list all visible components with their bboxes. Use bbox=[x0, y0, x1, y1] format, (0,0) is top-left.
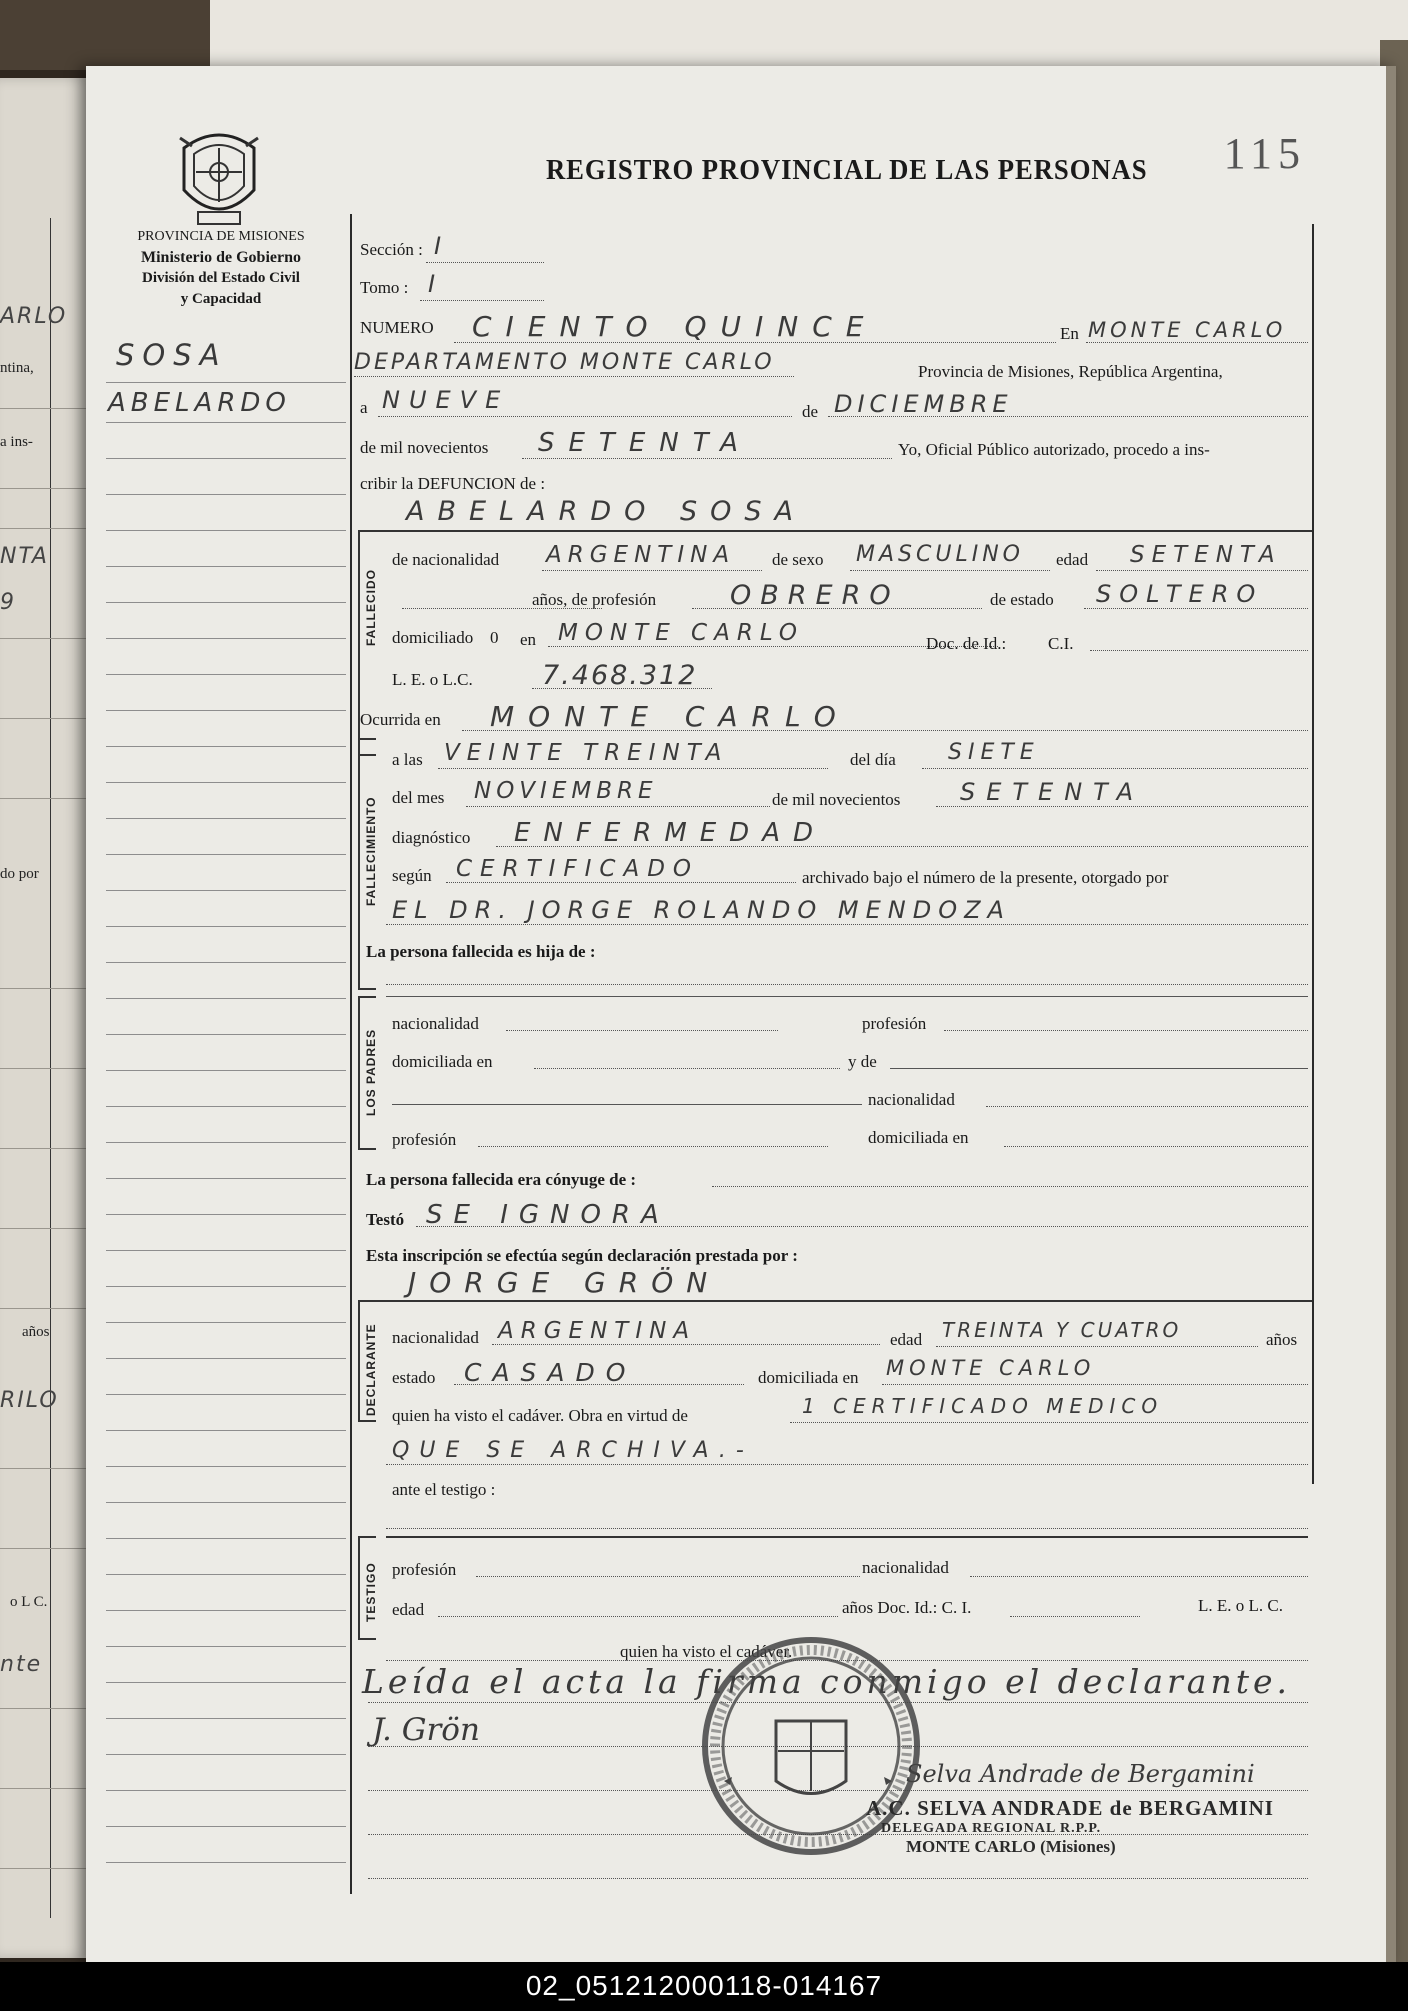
anio-value-fallecimiento: SETENTA bbox=[960, 778, 1145, 806]
left-page-fragment: nte bbox=[0, 1652, 43, 1677]
estado-value: SOLTERO bbox=[1096, 580, 1264, 608]
padres-y-de-label: y de bbox=[848, 1052, 877, 1071]
testo-value: SE IGNORA bbox=[426, 1200, 670, 1230]
seccion-value: I bbox=[434, 232, 451, 260]
domiciliado-en-label: en bbox=[520, 630, 537, 649]
padres-domiciliada2-label: domiciliada en bbox=[868, 1128, 969, 1147]
numero-label: NUMERO bbox=[360, 318, 434, 337]
office-division: División del Estado Civil bbox=[142, 270, 300, 286]
margin-given-name: ABELARDO bbox=[108, 388, 291, 418]
declarante-domicilio-value: MONTE CARLO bbox=[886, 1356, 1096, 1380]
background-underlying-page bbox=[210, 0, 1408, 70]
tomo-label: Tomo : bbox=[360, 278, 409, 297]
sexo-value: MASCULINO bbox=[856, 542, 1024, 567]
inscribir-text: cribir la DEFUNCION de : bbox=[360, 474, 546, 493]
diagnostico-value: ENFERMEDAD bbox=[514, 818, 827, 848]
stamp-name-line: A.C. SELVA ANDRADE de BERGAMINI bbox=[866, 1796, 1274, 1820]
cadaver-label: quien ha visto el cadáver. Obra en virtud de bbox=[392, 1406, 688, 1425]
numero-value: CIENTO QUINCE bbox=[472, 310, 878, 343]
medico-value: EL DR. JORGE ROLANDO MENDOZA bbox=[392, 896, 1011, 924]
margin-rule bbox=[350, 214, 352, 1894]
testigo-visto-label: quien ha visto el cadáver. bbox=[620, 1642, 793, 1661]
left-page-fragment: do por bbox=[0, 866, 39, 882]
declarante-anios-label: años bbox=[1266, 1330, 1298, 1349]
office-ministry: Ministerio de Gobierno bbox=[141, 249, 301, 266]
testigo-edad-label: edad bbox=[392, 1600, 425, 1619]
declarante-domiciliada-label: domiciliada en bbox=[758, 1368, 859, 1387]
edad-label: edad bbox=[1056, 550, 1089, 569]
sexo-label: de sexo bbox=[772, 550, 824, 569]
declaracion-label: Esta inscripción se efectúa según declaración prestada por : bbox=[366, 1246, 798, 1265]
padres-domiciliada-label: domiciliada en bbox=[392, 1052, 493, 1071]
departamento-value: DEPARTAMENTO MONTE CARLO bbox=[354, 350, 775, 375]
en-label: En bbox=[1060, 324, 1079, 343]
testo-label: Testó bbox=[366, 1210, 405, 1229]
testigo-profesion-label: profesión bbox=[392, 1560, 457, 1579]
office-division-cont: y Capacidad bbox=[180, 291, 262, 307]
register-page bbox=[86, 66, 1396, 1966]
domiciliado-label: domiciliado bbox=[392, 628, 474, 647]
office-heading bbox=[96, 226, 346, 310]
declarante-nacionalidad-value: ARGENTINA bbox=[498, 1318, 697, 1344]
testigo-nacionalidad-label: nacionalidad bbox=[862, 1558, 949, 1577]
firma-declarante: J. Grön bbox=[372, 1712, 480, 1748]
domiciliado-mark: 0 bbox=[490, 628, 499, 647]
leida-text: Leída el acta la firma conmigo el declarante. bbox=[362, 1662, 1292, 1701]
anio-value: SETENTA bbox=[538, 428, 752, 458]
declarante-edad-value: TREINTA Y CUATRO bbox=[942, 1318, 1182, 1342]
estado-label: de estado bbox=[990, 590, 1054, 609]
segun-label: según bbox=[392, 866, 432, 885]
hora-value: VEINTE TREINTA bbox=[444, 740, 729, 766]
left-page-fragment: a ins- bbox=[0, 434, 33, 450]
tomo-value: I bbox=[428, 270, 445, 298]
cadaver-value: 1 CERTIFICADO MEDICO bbox=[802, 1394, 1164, 1418]
dia-value: NUEVE bbox=[382, 386, 510, 414]
de-label: de bbox=[802, 402, 819, 421]
firma-oficial: Selva Andrade de Bergamini bbox=[906, 1760, 1255, 1788]
fallecimiento-side-label: FALLECIMIENTO bbox=[364, 796, 378, 906]
doc-label: Doc. de Id.: bbox=[926, 634, 1007, 653]
padres-nacionalidad-label: nacionalidad bbox=[392, 1014, 479, 1033]
left-page bbox=[0, 78, 96, 1958]
stamp-role-line: DELEGADA REGIONAL R.P.P. bbox=[881, 1821, 1102, 1836]
left-page-fragment: ARLO bbox=[0, 304, 68, 329]
anios-profesion-label: años, de profesión bbox=[532, 590, 657, 609]
padres-nacionalidad2-label: nacionalidad bbox=[868, 1090, 955, 1109]
segun-value: CERTIFICADO bbox=[456, 856, 700, 882]
a-label: a bbox=[360, 398, 368, 417]
ocurrida-label: Ocurrida en bbox=[360, 710, 441, 729]
right-rule bbox=[1312, 224, 1314, 1484]
stamp-place-line: MONTE CARLO (Misiones) bbox=[906, 1837, 1116, 1856]
testigo-intro: ante el testigo : bbox=[392, 1480, 496, 1499]
page-title: REGISTRO PROVINCIAL DE LAS PERSONAS bbox=[546, 154, 1148, 186]
testigo-le-label: L. E. o L. C. bbox=[1198, 1596, 1283, 1615]
left-page-fragment: años bbox=[22, 1324, 50, 1340]
left-page-fragment: NTA bbox=[0, 544, 49, 569]
testigo-anios-doc-label: años Doc. Id.: C. I. bbox=[842, 1598, 972, 1617]
testigo-side-label: TESTIGO bbox=[364, 1562, 378, 1622]
padres-profesion-label: profesión bbox=[862, 1014, 927, 1033]
provincial-crest-icon bbox=[176, 128, 262, 232]
le-value: 7.468.312 bbox=[542, 660, 698, 691]
cadaver-continuacion: QUE SE ARCHIVA.- bbox=[392, 1438, 754, 1463]
dia-label: del día bbox=[850, 750, 896, 769]
en-value: MONTE CARLO bbox=[1088, 318, 1287, 342]
left-page-fragment: RILO bbox=[0, 1388, 59, 1413]
declarante-estado-value: CASADO bbox=[464, 1358, 637, 1387]
hora-label: a las bbox=[392, 750, 423, 769]
diagnostico-label: diagnóstico bbox=[392, 828, 471, 847]
declarante-side-label: DECLARANTE bbox=[364, 1323, 378, 1416]
fallecido-nacionalidad-value: ARGENTINA bbox=[546, 542, 736, 568]
image-id-caption: 02_051212000118-014167 bbox=[525, 1970, 883, 2001]
anio-label-fallecimiento: de mil novecientos bbox=[772, 790, 901, 809]
office-province: PROVINCIA DE MISIONES bbox=[137, 229, 305, 244]
fallecido-nombre: ABELARDO SOSA bbox=[406, 496, 806, 527]
declarante-edad-label: edad bbox=[890, 1330, 923, 1349]
page-number: 115 bbox=[1223, 129, 1306, 178]
mes-value: DICIEMBRE bbox=[834, 390, 1013, 418]
padres-intro: La persona fallecida es hija de : bbox=[366, 942, 596, 961]
edad-value: SETENTA bbox=[1130, 542, 1282, 568]
dia-value-fallecimiento: SIETE bbox=[948, 740, 1040, 765]
padres-profesion2-label: profesión bbox=[392, 1130, 457, 1149]
left-page-fragment: 9 bbox=[0, 590, 16, 615]
padres-side-label: LOS PADRES bbox=[364, 1028, 378, 1116]
declarante-estado-label: estado bbox=[392, 1368, 436, 1387]
seccion-label: Sección : bbox=[360, 240, 423, 259]
conyuge-label: La persona fallecida era cónyuge de : bbox=[366, 1170, 637, 1189]
left-page-fragment: ntina, bbox=[0, 360, 34, 376]
declarante-nacionalidad-label: nacionalidad bbox=[392, 1328, 479, 1347]
declarante-nombre: JORGE GRÖN bbox=[408, 1266, 721, 1299]
doc-value: C.I. bbox=[1048, 634, 1074, 653]
official-signature-block bbox=[866, 1796, 1274, 1857]
domicilio-value: MONTE CARLO bbox=[558, 620, 805, 646]
oficial-text: Yo, Oficial Público autorizado, procedo a ins- bbox=[898, 440, 1210, 459]
fallecido-nacionalidad-label: de nacionalidad bbox=[392, 550, 500, 569]
fallecido-side-label: FALLECIDO bbox=[364, 569, 378, 646]
anio-label: de mil novecientos bbox=[360, 438, 489, 457]
archivado-text: archivado bajo el número de la presente, otorgado por bbox=[802, 868, 1169, 887]
left-page-fragment: o L C. bbox=[10, 1594, 48, 1610]
margin-surname: SOSA bbox=[116, 338, 228, 372]
mes-value-fallecimiento: NOVIEMBRE bbox=[474, 778, 658, 804]
ocurrida-value: MONTE CARLO bbox=[490, 700, 850, 733]
profesion-value: OBRERO bbox=[730, 580, 900, 611]
provincia-text: Provincia de Misiones, República Argentina, bbox=[918, 362, 1223, 381]
mes-label: del mes bbox=[392, 788, 445, 807]
le-label: L. E. o L.C. bbox=[392, 670, 473, 689]
